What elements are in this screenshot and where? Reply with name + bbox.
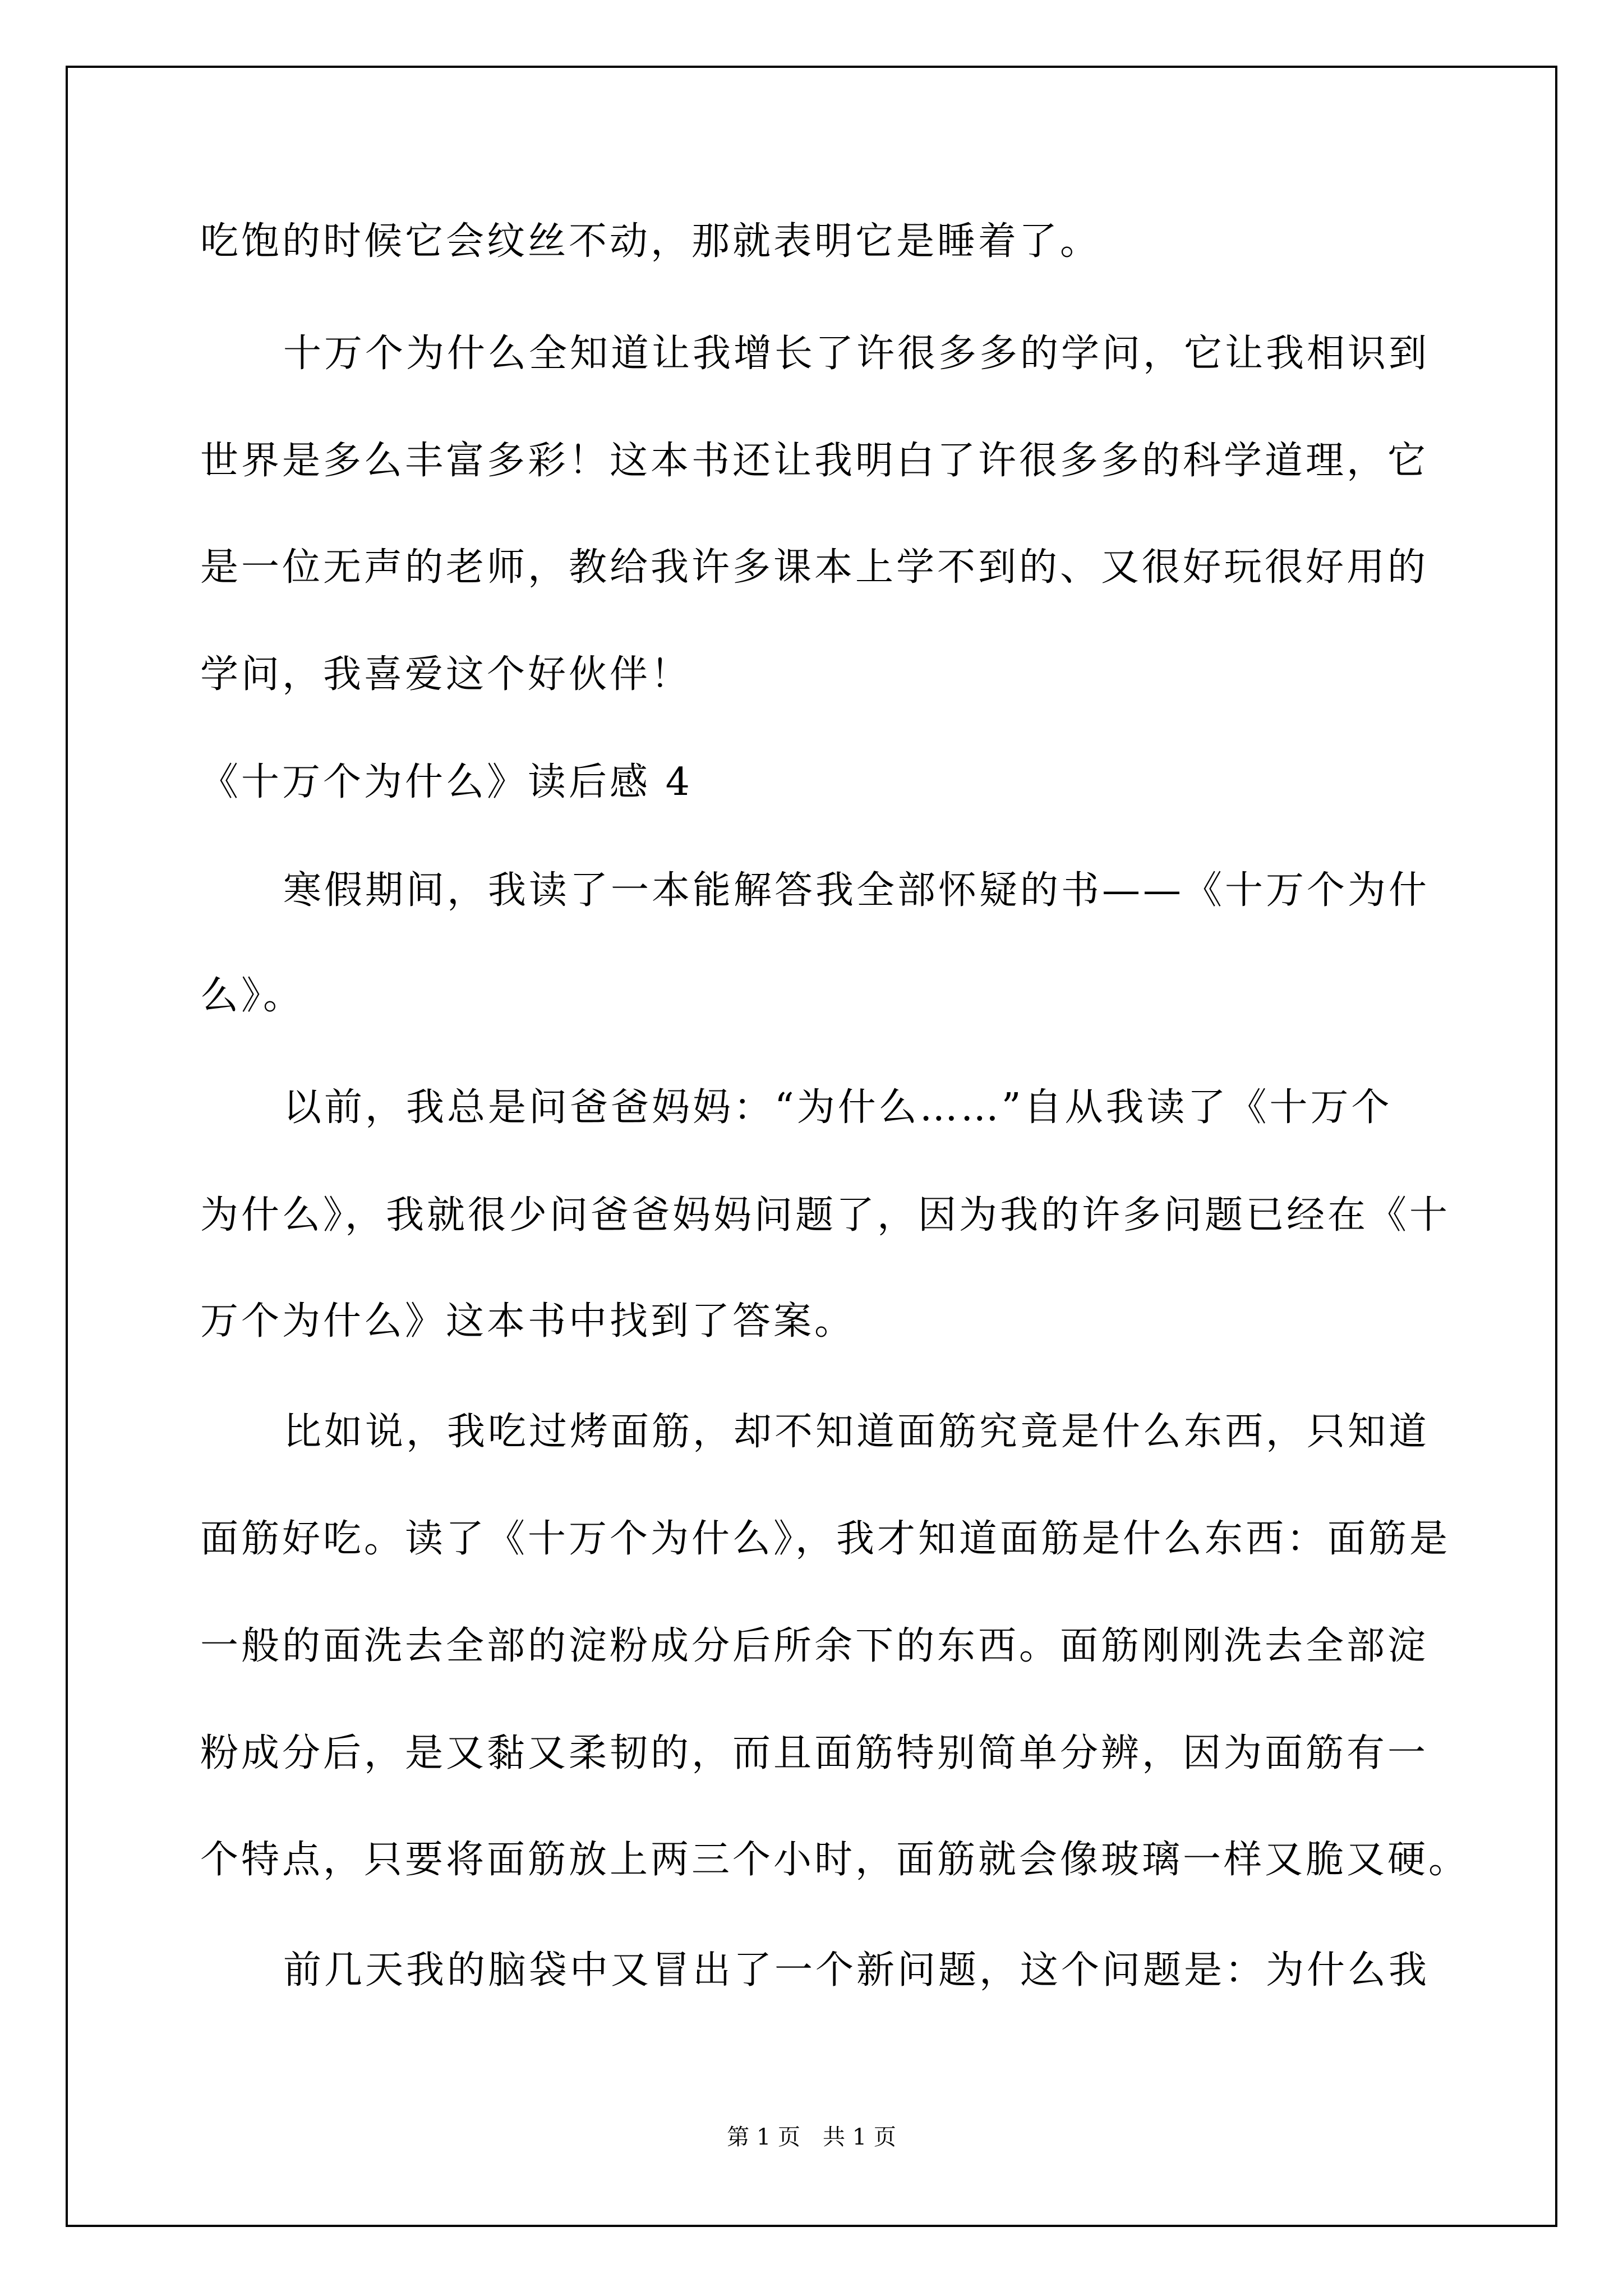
- section-heading: 《十万个为什么》读后感 4: [200, 760, 693, 804]
- page-border: [66, 66, 1557, 2227]
- text-line: 面筋好吃。读了《十万个为什么》，我才知道面筋是什么东西：面筋是: [200, 1517, 1451, 1561]
- paragraph-start: 寒假期间，我读了一本能解答我全部怀疑的书——《十万个为什: [283, 868, 1430, 913]
- paragraph-start: 前几天我的脑袋中又冒出了一个新问题，这个问题是：为什么我: [283, 1948, 1430, 1993]
- paragraph-start: 比如说，我吃过烤面筋，却不知道面筋究竟是什么东西，只知道: [283, 1410, 1430, 1454]
- text-line: 学问，我喜爱这个好伙伴！: [200, 652, 692, 697]
- text-line: 个特点，只要将面筋放上两三个小时，面筋就会像玻璃一样又脆又硬。: [200, 1838, 1470, 1882]
- paragraph-start: 十万个为什么全知道让我增长了许很多多的学问，它让我相识到: [283, 332, 1430, 376]
- text-line: 一般的面洗去全部的淀粉成分后所余下的东西。面筋刚刚洗去全部淀: [200, 1624, 1429, 1668]
- text-line: 为什么》，我就很少问爸爸妈妈问题了，因为我的许多问题已经在《十: [200, 1193, 1451, 1237]
- page-footer: 第 1 页 共 1 页: [727, 2124, 896, 2150]
- text-line: 吃饱的时候它会纹丝不动，那就表明它是睡着了。: [200, 219, 1101, 264]
- text-line: 世界是多么丰富多彩！这本书还让我明白了许很多多的科学道理，它: [200, 439, 1429, 483]
- text-line: 么》。: [200, 974, 305, 1018]
- text-line: 万个为什么》这本书中找到了答案。: [200, 1299, 856, 1343]
- paragraph-start: 以前，我总是问爸爸妈妈：“为什么……”自从我读了《十万个: [283, 1085, 1393, 1130]
- text-line: 是一位无声的老师，教给我许多课本上学不到的、又很好玩很好用的: [200, 545, 1429, 590]
- text-line: 粉成分后，是又黏又柔韧的，而且面筋特别简单分辨，因为面筋有一: [200, 1731, 1429, 1775]
